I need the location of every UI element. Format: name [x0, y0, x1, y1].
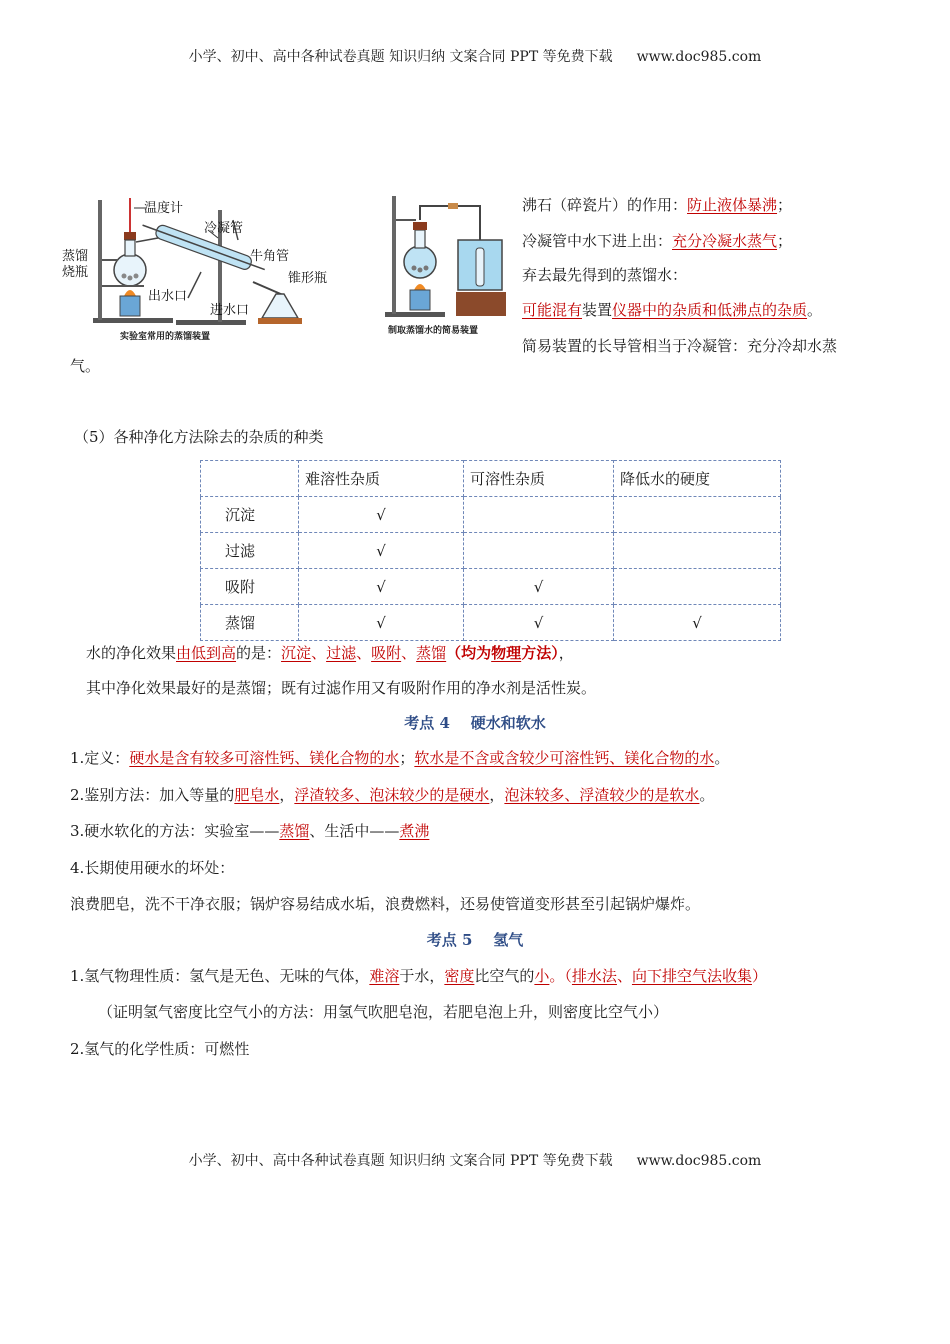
- text: 水的净化效果: [86, 644, 177, 662]
- answer-text: 难溶: [369, 967, 400, 985]
- text: 1.氢气物理性质：氢气是无色、无味的气体，: [70, 967, 370, 985]
- text: ；: [399, 749, 415, 767]
- effect-best-line: 其中净化效果最好的是蒸馏；既有过滤作用又有吸附作用的净水剂是活性炭。: [86, 679, 597, 697]
- check-cell: [614, 533, 781, 569]
- answer-text: 蒸馏: [416, 644, 447, 662]
- answer-text: 蒸馏: [279, 822, 310, 840]
- table-header-cell: [201, 461, 299, 497]
- row-name: 吸附: [201, 569, 299, 605]
- page-footer: [0, 1150, 950, 1170]
- row-name: 蒸馏: [201, 605, 299, 641]
- answer-text: 、: [356, 644, 372, 662]
- check-cell: √: [299, 533, 464, 569]
- check-cell: [614, 497, 781, 533]
- text: 3.硬水软化的方法：实验室——: [70, 822, 280, 840]
- simple-distillation-figure: [380, 190, 515, 340]
- answer-text: 软水是不含或含较少可溶性钙、镁化合物的水: [414, 749, 715, 767]
- text: ，: [489, 786, 505, 804]
- check-cell: [464, 497, 614, 533]
- kp4-soften: [70, 820, 429, 842]
- check-cell: √: [299, 605, 464, 641]
- answer-text: 沉淀: [281, 644, 312, 662]
- table-header-cell: 可溶性杂质: [464, 461, 614, 497]
- note-long-tube: 简易装置的长导管相当于冷凝管：充分冷却水蒸: [522, 337, 838, 355]
- table-row: [201, 497, 781, 533]
- answer-text: 充分冷凝水蒸气: [672, 232, 778, 250]
- table-row: [201, 569, 781, 605]
- note-text: 冷凝管中水下进上出：: [522, 232, 673, 250]
- check-cell: [464, 533, 614, 569]
- kp4-identify: [70, 784, 714, 806]
- effect-line: [86, 642, 574, 664]
- answer-text: 吸附: [371, 644, 402, 662]
- note-text: ；: [777, 232, 793, 250]
- answer-text: 方法）: [521, 644, 559, 662]
- label-thermometer: 温度计: [144, 201, 184, 216]
- answer-text: 由低到高: [176, 644, 237, 662]
- row-name: 沉淀: [201, 497, 299, 533]
- kp4-title: 考点 4 硬水和软水: [404, 714, 546, 732]
- kp5-proof: （证明氢气密度比空气小的方法：用氢气吹肥皂泡，若肥皂泡上升，则密度比空气小）: [98, 1003, 669, 1021]
- answer-text: 煮沸: [399, 822, 430, 840]
- table-row: [201, 533, 781, 569]
- kp5-title: 考点 5 氢气: [426, 931, 524, 949]
- answer-text: 肥皂水: [234, 786, 280, 804]
- label-conical-flask: 锥形瓶: [288, 271, 328, 286]
- kp4-harm-title: 4.长期使用硬水的坏处：: [70, 859, 235, 877]
- check-cell: √: [614, 605, 781, 641]
- footer-text: 小学、初中、高中各种试卷真题 知识归纳 文案合同 PPT 等免费下载: [188, 1153, 613, 1169]
- note-text: ；: [777, 196, 793, 214]
- text: 比空气的: [474, 967, 535, 985]
- table-header-cell: 难溶性杂质: [299, 461, 464, 497]
- table-header-cell: 降低水的硬度: [614, 461, 781, 497]
- answer-text: 。（: [549, 967, 572, 985]
- label-flask-b: 烧瓶: [62, 265, 89, 280]
- check-cell: √: [464, 605, 614, 641]
- distillation-apparatus-figure: [58, 190, 350, 345]
- answer-text: （均为: [446, 644, 492, 662]
- answer-text: 小: [534, 967, 550, 985]
- page-header: [0, 46, 950, 66]
- text: 2.鉴别方法：加入等量的: [70, 786, 235, 804]
- table-header-row: [201, 461, 781, 497]
- text: 1.定义：: [70, 749, 130, 767]
- kp5-chemical: 2.氢气的化学性质：可燃性: [70, 1040, 250, 1058]
- figure2-caption: 制取蒸馏水的简易装置: [388, 326, 479, 336]
- note-text: 沸石（碎瓷片）的作用：: [522, 196, 688, 214]
- text: 于水，: [399, 967, 445, 985]
- answer-text: 泡沫较多、浮渣较少的是软水: [504, 786, 700, 804]
- kp4-definition: [70, 747, 729, 769]
- text: 。: [699, 786, 715, 804]
- header-text: 小学、初中、高中各种试卷真题 知识归纳 文案合同 PPT 等免费下载: [188, 49, 613, 65]
- note-condenser-water: [522, 230, 792, 252]
- text: 、生活中——: [309, 822, 400, 840]
- note-text: 装置: [582, 301, 613, 319]
- answer-text: 向下排空气法收集: [631, 967, 752, 985]
- footer-url: www.doc985.com: [636, 1153, 762, 1169]
- answer-text: 物理: [491, 644, 522, 662]
- text: 的是：: [236, 644, 282, 662]
- answer-text: 硬水是含有较多可溶性钙、镁化合物的水: [129, 749, 400, 767]
- note-discard-first: 弃去最先得到的蒸馏水：: [522, 266, 688, 284]
- answer-text: 过滤: [326, 644, 357, 662]
- answer-text: 浮渣较多、泡沫较少的是硬水: [294, 786, 490, 804]
- check-cell: √: [464, 569, 614, 605]
- table-row: [201, 605, 781, 641]
- answer-text: 可能混有: [522, 301, 583, 319]
- answer-text: 防止液体暴沸: [687, 196, 778, 214]
- label-adapter: 牛角管: [250, 249, 290, 264]
- label-water-in: 进水口: [210, 303, 250, 318]
- label-condenser: 冷凝管: [204, 221, 244, 236]
- row-name: 过滤: [201, 533, 299, 569]
- purification-table: [200, 460, 781, 641]
- answer-text: 密度: [444, 967, 475, 985]
- note-text: 。: [807, 301, 823, 319]
- answer-text: 排水法: [571, 967, 617, 985]
- answer-text: 、: [401, 644, 417, 662]
- answer-text: ）: [751, 967, 767, 985]
- figure1-caption: 实验室常用的蒸馏装置: [120, 332, 211, 342]
- check-cell: [614, 569, 781, 605]
- text: 。: [714, 749, 730, 767]
- label-water-out: 出水口: [148, 289, 188, 304]
- answer-text: 、: [311, 644, 327, 662]
- label-flask-a: 蒸馏: [62, 249, 89, 264]
- note-impurities: [522, 299, 822, 321]
- kp5-physical: [70, 965, 767, 987]
- text: ，: [279, 786, 295, 804]
- answer-text: 仪器中的杂质和低沸点的杂质: [612, 301, 808, 319]
- check-cell: √: [299, 497, 464, 533]
- section5-heading: （5）各种净化方法除去的杂质的种类: [74, 428, 324, 446]
- text: ，: [558, 644, 574, 662]
- check-cell: √: [299, 569, 464, 605]
- answer-text: 、: [616, 967, 632, 985]
- note-long-tube-cont: 气。: [70, 357, 101, 375]
- note-boiling-chips: [522, 194, 792, 216]
- header-url: www.doc985.com: [636, 49, 762, 65]
- kp4-harm-text: 浪费肥皂，洗不干净衣服；锅炉容易结成水垢，浪费燃料，还易使管道变形甚至引起锅炉爆炸。: [70, 895, 701, 913]
